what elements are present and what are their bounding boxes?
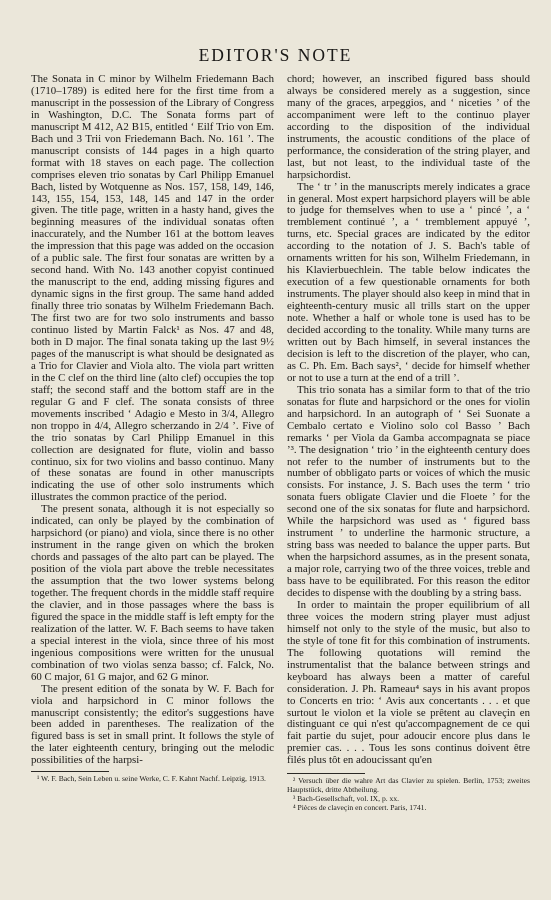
footnote-2: ² Versuch über die wahre Art das Clavier zu spielen. Berlin, 1753; zweites Hauptstück, dritte Abtheilung.	[287, 776, 530, 795]
page-title: EDITOR'S NOTE	[198, 44, 353, 65]
paragraph-present-edition: The present edition of the sonata by W. F. Bach for viola and harpsichord in C minor follows the manuscript consistently; the editor's suggestions have been added in parentheses. The realization of the figured bass is set in small print. It follows the style of the later eighteenth century, bringing out the melodic possibilities of the harpsi-	[31, 682, 274, 767]
paragraph-trio-form: This trio sonata has a similar form to that of the trio sonatas for flute and harpsichord or the ones for violin and harpsichord. In an autograph of ‘ Sei Suonate a Cembalo certato e Violino solo col Basso ’ Bach remarks ‘ per Viola da Gamba accompagnata se piace ’³. The designation ‘ trio ’ in the eighteenth century does not refer to the number of instruments but to the number of obbligato parts or voices of which the music consists. For instance, J. S. Bach uses the term ‘ trio sonata fuers obligate Clavier und die Floete ’ for the second one of the six sonatas for flute and harpsichord. While the harpsichord was used as ‘ figured bass instrument ’ to underline the harmonic structure, a string bass was needed to balance the upper parts. But when the harpsichord assumes, as in the present sonata, a major role, carrying two of the three voices, treble and bass have to be equilibrated. For this reason the editor decides to dispense with the doubling by a string bass.	[287, 383, 530, 599]
paragraph-viola-combination: The present sonata, although it is not especially so indicated, can only be played by the combination of harpsichord (or piano) and viola, since there is no other instrument in the range given on which the broken chords and passages of the alto part can be played. The position of the viola part above the treble necessitates the assumption that the two lower systems belong together. The frequent chords in the middle staff require the clavier, and in those passages where the bass is figured the space in the middle staff is left empty for the realization of the latter. W. F. Bach seems to have taken a special interest in the viola, since three of his most ingenious compositions were written for the unusual combination of two violas senza basso; cf. Falck, No. 60 C major, 61 G major, and 62 G minor.	[31, 503, 274, 683]
paragraph-sonata-source: The Sonata in C minor by Wilhelm Friedemann Bach (1710–1789) is edited here for the first time from a manuscript in the possession of the Library of Congress in Washington, D.C. The Sonata forms part of manuscript M 412, A2 B15, entitled ‘ Eilf Trio von Em. Bach und 3 Trii von Friedemann Bach. No. 161 ’. The manuscript consists of 144 pages in a high quarto format with 18 staves on each page. The collection comprises eleven trio sonatas by Carl Philipp Emanuel Bach, listed by Wotquenne as Nos. 157, 158, 149, 146, 143, 155, 154, 153, 148, 145 and 147 in the order given. The title page, written in a hasty hand, gives the beginning measures of the individual sonatas often inaccurately, and the Number 161 at the bottom leaves the impression that this page was added on the occasion of a public sale. The first four sonatas are written by a second hand. With No. 143 another copyist continued the manuscript to the end, adding missing figures and dynamic signs in the first group. The same hand added finally three trio sonatas by Wilhelm Friedemann Bach. The first two are for two solo instruments and basso continuo listed by Martin Falck¹ as Nos. 47 and 48, both in D major. The final sonata taking up the last 9½ pages of the manuscript is what should be designated as a Trio for Clavier and Viola alto. The viola part written in the C clef on the third line (alto clef) occupies the top staff; the second staff and the bottom staff are in the regular G and F clef. The sonata consists of three movements inscribed ‘ Adagio e Mesto in 3/4, Allegro non troppo in 4/4, Allegro scherzando in 2/4 ’. Five of the trio sonatas by Carl Philipp Emanuel in this collection are designated for flute, violin and basso continuo, six for two violins and basso continuo. Many of these sonatas are found in other manuscripts indicating the use of other solo instruments which illustrates the common practice of the period.	[31, 73, 274, 504]
footnote-rule	[31, 771, 109, 772]
footnote-3: ³ Bach-Gesellschaft, vol. IX, p. xx.	[293, 793, 400, 803]
left-column	[31, 74, 274, 784]
footnote-rule	[287, 773, 365, 774]
paragraph-ornaments: The ‘ tr ’ in the manuscripts merely indicates a grace in general. Most expert harpsichord players will be able to judge for themselves when to use a ‘ pincé ’, a ‘ tremblement continué ’, a ‘ tremblement appuyé ’, turns, etc. Special graces are indicated by the editor according to the notation of J. S. Bach's table of ornaments written for his son, Wilhelm Friedemann, in his Klavierbuechlein. The table below indicates the execution of a few questionable ornaments for both instruments. The player should also keep in mind that in eighteenth-century music all trills start on the upper note. Whether a half or whole tone is used has to be decided according to the tonality. While many turns are written out by Bach himself, in several instances the decision is left to the discretion of the player, who can, as C. Ph. Em. Bach says², ‘ decide for himself whether or not to use a turn at the end of a trill ’.	[287, 180, 530, 384]
right-column	[287, 74, 530, 812]
footnote-4: ⁴ Pièces de claveçin en concert. Paris, 1741.	[293, 802, 427, 812]
paragraph-figured-bass: chord; however, an inscribed figured bass should always be considered merely as a suggestion, since many of the graces, arpeggios, and ‘ niceties ’ of the accompaniment were left to the continuo player according to the disposition of the individual instruments, the acoustic conditions of the place of performance, the consideration of the string player, and last, but not least, to the individual taste of the harpsichordist.	[287, 73, 530, 181]
footnote-1: ¹ W. F. Bach, Sein Leben u. seine Werke, C. F. Kahnt Nachf. Leipzig, 1913.	[37, 774, 266, 784]
paragraph-equilibrium: In order to maintain the proper equilibrium of all three voices the modern string player must adjust himself not only to the style of the music, but also to the style of tone fit for this combination of instruments. The following quotations will remind the instrumentalist that the balance between strings and keyboard has always been a matter of careful consideration. J. Ph. Rameau⁴ says in his avant propos to Concerts en trio: ‘ Avis aux concertants . . . et que surtout le violon et la viole se prêtent au claveçin en distinguant ce qui n'est qu'accompagnement de ce qui fait partie du sujet, pour adoucir encore plus dans le premier cas. . . . Tous les sons continus doivent être filés plus tôt en adoucissant qu'en	[287, 598, 530, 767]
